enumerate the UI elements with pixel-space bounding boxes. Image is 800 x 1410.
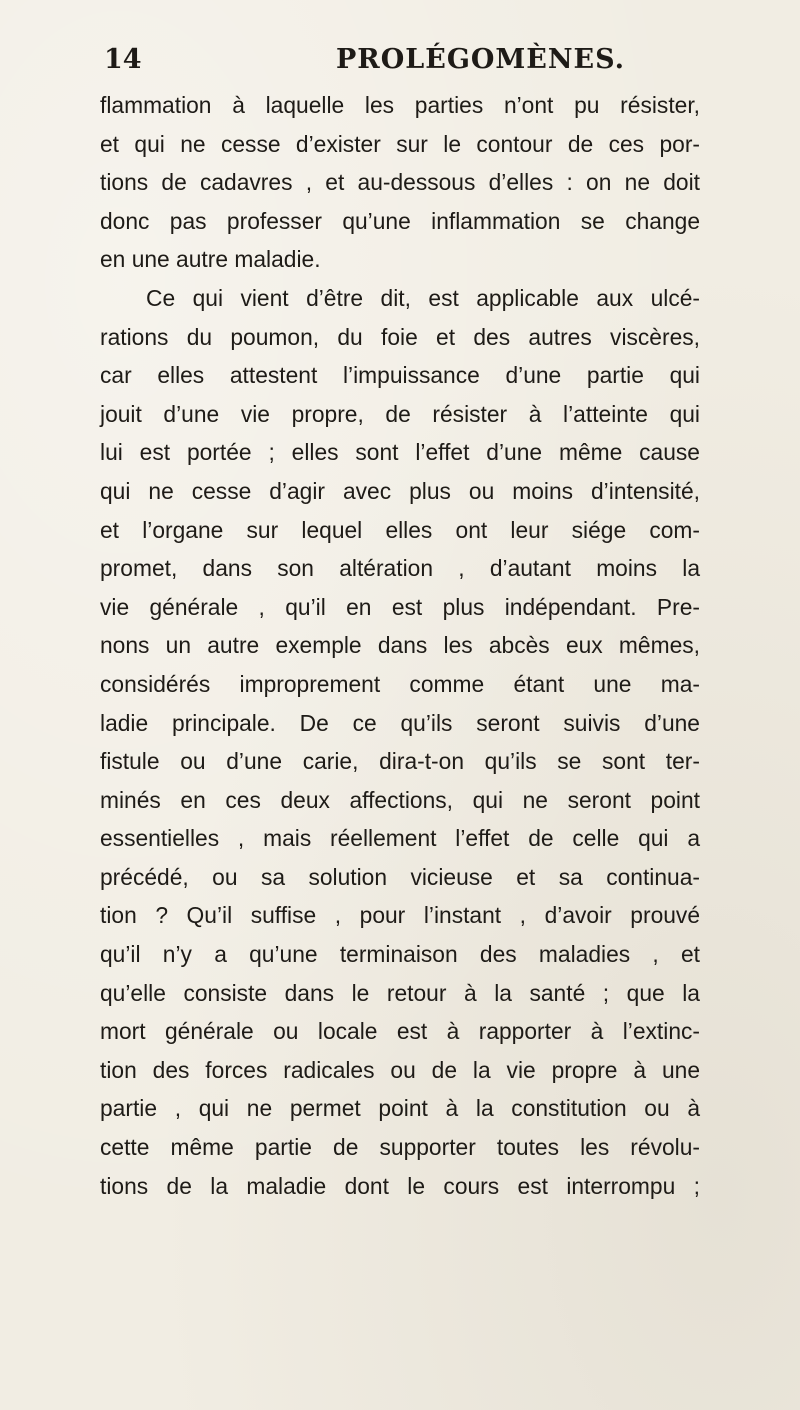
page-number: 14 [104, 44, 142, 75]
text-line: tion ? Qu’il suffise , pour l’instant , d’avoir prouvé [100, 902, 700, 929]
text-line: lui est portée ; elles sont l’effet d’une même cause [100, 439, 700, 466]
text-line: cette même partie de supporter toutes les révolu- [100, 1134, 700, 1161]
text-line: considérés improprement comme étant une ma- [100, 670, 700, 697]
text-line: fistule ou d’une carie, dira-t-on qu’ils se sont ter- [100, 748, 700, 775]
running-head [0, 44, 800, 84]
text-line: qu’il n’y a qu’une terminaison des maladies , et [100, 941, 700, 968]
text-line: essentielles , mais réellement l’effet de celle qui a [100, 825, 700, 852]
text-line: nons un autre exemple dans les abcès eux mêmes, [100, 632, 700, 659]
text-line: tion des forces radicales ou de la vie propre à une [100, 1056, 700, 1083]
text-line: qu’elle consiste dans le retour à la santé ; que la [100, 979, 700, 1006]
text-line: promet, dans son altération , d’autant moins la [100, 555, 700, 582]
text-line: minés en ces deux affections, qui ne seront point [100, 786, 700, 813]
text-line: précédé, ou sa solution vicieuse et sa continua- [100, 863, 700, 890]
text-line: vie générale , qu’il en est plus indépendant. Pre- [100, 593, 700, 620]
text-line: Ce qui vient d’être dit, est applicable aux ulcé- [146, 284, 700, 311]
text-line: et l’organe sur lequel elles ont leur siége com- [100, 516, 700, 543]
text-line: rations du poumon, du foie et des autres viscères, [100, 323, 700, 350]
text-line: flammation à laquelle les parties n’ont pu résister, [100, 92, 700, 118]
text-line: tions de cadavres , et au-dessous d’elles : on ne doit [100, 169, 700, 196]
text-line: en une autre maladie. [100, 246, 321, 273]
text-line: car elles attestent l’impuissance d’une partie qui [100, 362, 700, 389]
text-line: qui ne cesse d’agir avec plus ou moins d’intensité, [100, 477, 700, 504]
text-line: et qui ne cesse d’exister sur le contour de ces por- [100, 130, 700, 157]
text-line: jouit d’une vie propre, de résister à l’atteinte qui [100, 400, 700, 427]
text-line: mort générale ou locale est à rapporter à l’extinc- [100, 1018, 700, 1045]
text-line: partie , qui ne permet point à la constitution ou à [100, 1095, 700, 1122]
text-line: tions de la maladie dont le cours est interrompu ; [100, 1172, 700, 1199]
text-line: donc pas professer qu’une inflammation se change [100, 207, 700, 234]
body-text [100, 86, 700, 1205]
running-title: PROLÉGOMÈNES. [336, 44, 626, 75]
text-line: ladie principale. De ce qu’ils seront suivis d’une [100, 709, 700, 736]
